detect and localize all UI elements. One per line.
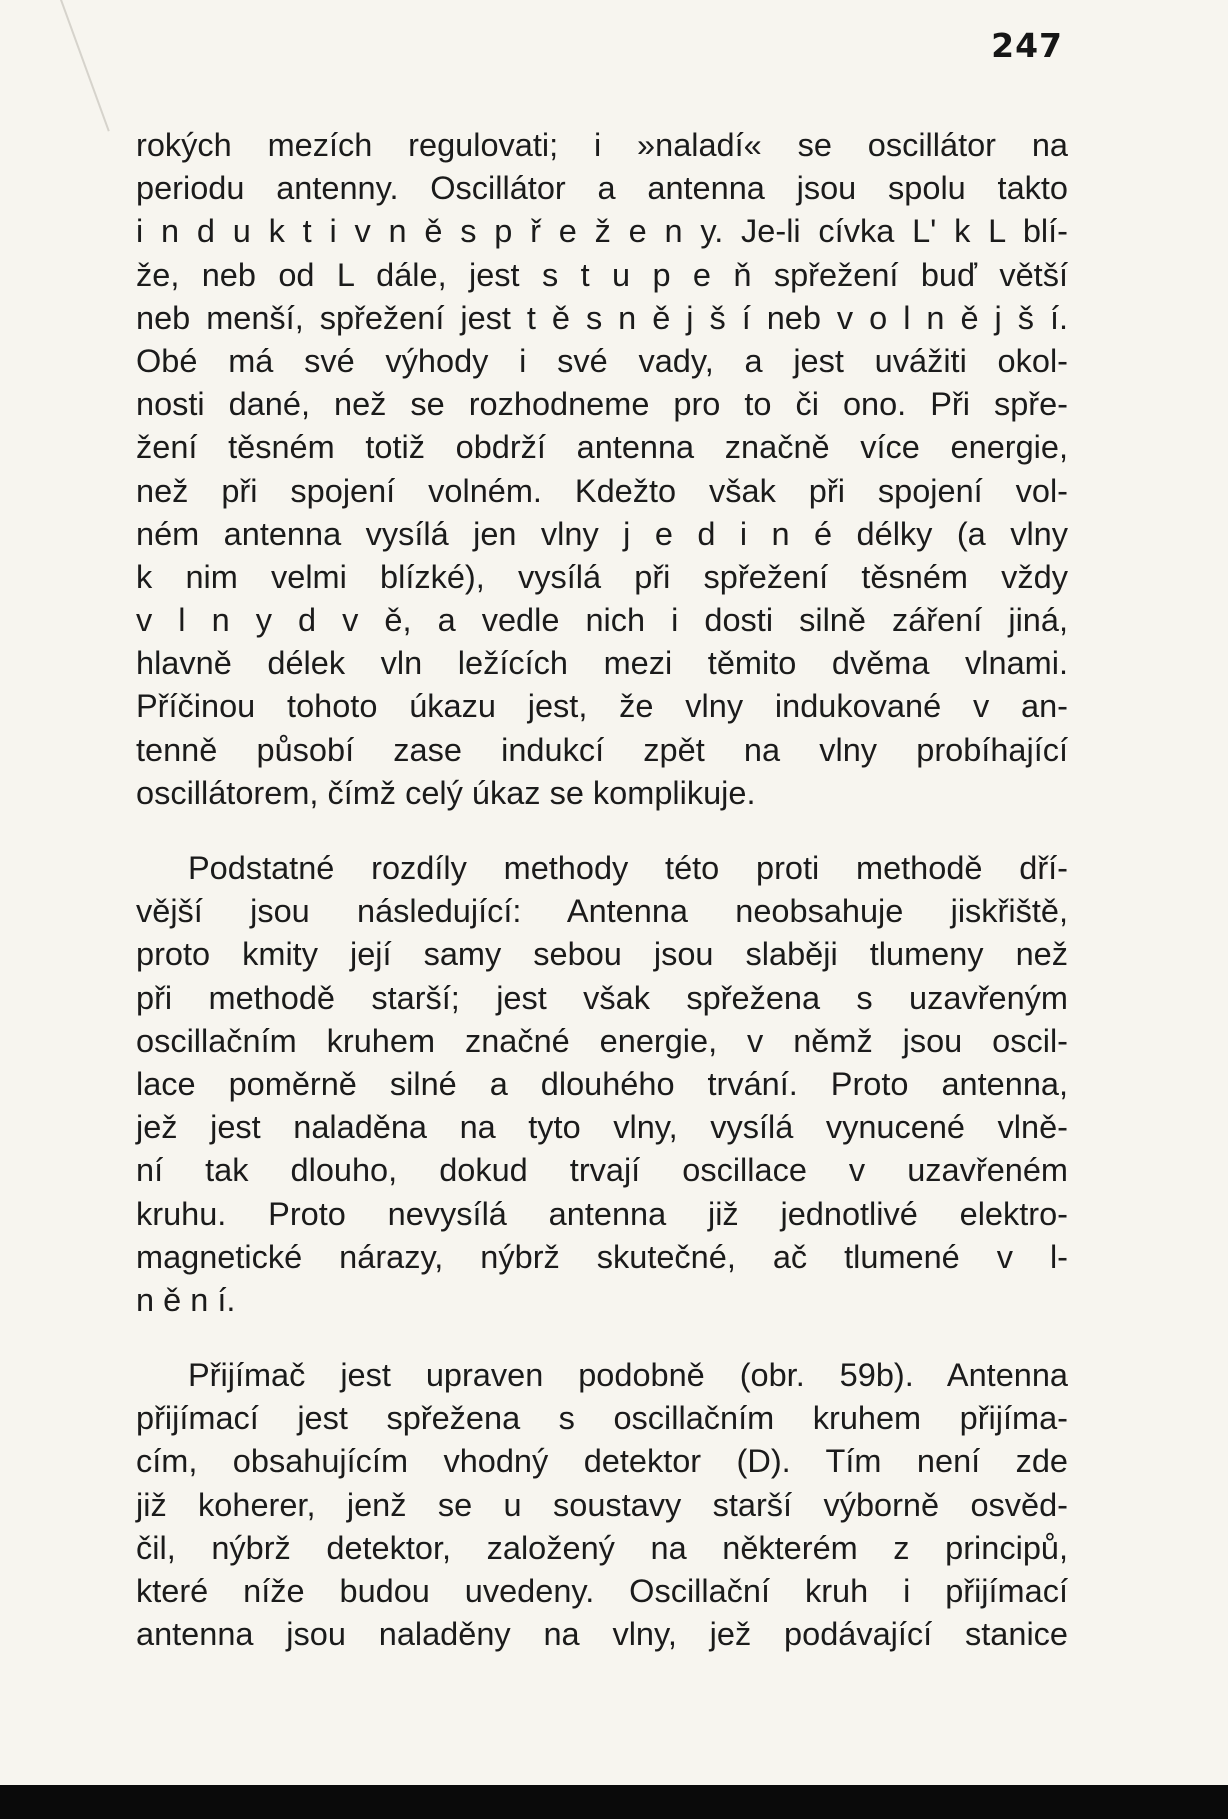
text-line: oscillačním kruhem značné energie, v němž jsou oscil- [136,1022,1068,1059]
text-line: než při spojení volném. Kdežto však při spojení vol- [136,472,1068,509]
text-line: Podstatné rozdíly methody této proti methodě dří- [188,850,1068,886]
text-line: ní tak dlouho, dokud trvají oscillace v uzavřeném [136,1152,1068,1189]
text-line: k nim velmi blízké), vysílá při spřežení těsném vždy [136,558,1068,595]
text-line: i n d u k t i v n ě s p ř e ž e n y. Je-li cívka L' k L blí- [136,213,1068,250]
paragraph-1 [136,124,1068,815]
body-text [136,124,1068,1656]
text-line: magnetické nárazy, nýbrž skutečné, ač tlumené v l- [136,1238,1068,1275]
text-line: lace poměrně silné a dlouhého trvání. Proto antenna, [136,1065,1068,1102]
text-line: že, neb od L dále, jest s t u p e ň spřežení buď větší [136,256,1068,293]
paragraph-2 [136,847,1068,1322]
text-line: oscillátorem, čímž celý úkaz se komplikuje. [136,774,756,811]
paragraph-3 [136,1354,1068,1656]
text-line: hlavně délek vln ležících mezi těmito dvěma vlnami. [136,645,1068,682]
text-line: periodu antenny. Oscillátor a antenna jsou spolu takto [136,170,1068,207]
scan-bottom-edge [0,1785,1228,1819]
scan-edge-mark [60,0,110,132]
text-line: v l n y d v ě, a vedle nich i dosti silně záření jiná, [136,602,1068,639]
text-line: čil, nýbrž detektor, založený na některém z principů, [136,1529,1068,1566]
text-line: přijímací jest spřežena s oscillačním kruhem přijíma- [136,1400,1068,1437]
text-line: Obé má své výhody i své vady, a jest uvážiti okol- [136,342,1068,379]
text-line: kruhu. Proto nevysílá antenna již jednotlivé elektro- [136,1195,1068,1232]
text-line: žení těsném totiž obdrží antenna značně více energie, [136,429,1068,466]
text-line: cím, obsahujícím vhodný detektor (D). Tím není zde [136,1443,1068,1480]
text-line: Přijímač jest upraven podobně (obr. 59b). Antenna [188,1357,1068,1394]
text-line: Příčinou tohoto úkazu jest, že vlny indukované v an- [136,688,1068,725]
text-line: již koherer, jenž se u soustavy starší výborně osvěd- [136,1486,1068,1523]
text-line: neb menší, spřežení jest t ě s n ě j š í neb v o l n ě j š í. [136,299,1068,336]
text-line: tenně působí zase indukcí zpět na vlny probíhající [136,731,1068,768]
text-line: rokých mezích regulovati; i »naladí« se oscillátor na [136,127,1068,163]
text-line: jež jest naladěna na tyto vlny, vysílá vynucené vlně- [136,1109,1068,1146]
page-number: 247 [991,26,1063,65]
text-line: vější jsou následující: Antenna neobsahuje jiskřiště, [136,893,1068,930]
text-line: při methodě starší; jest však spřežena s uzavřeným [136,979,1068,1016]
text-line: antenna jsou naladěny na vlny, jež podávající stanice [136,1616,1068,1653]
text-line: n ě n í. [136,1281,236,1318]
text-line: proto kmity její samy sebou jsou slaběji tlumeny než [136,936,1068,973]
text-line: nosti dané, než se rozhodneme pro to či ono. Při spře- [136,386,1068,423]
text-line: které níže budou uvedeny. Oscillační kruh i přijímací [136,1573,1068,1609]
text-line: ném antenna vysílá jen vlny j e d i n é délky (a vlny [136,515,1068,552]
